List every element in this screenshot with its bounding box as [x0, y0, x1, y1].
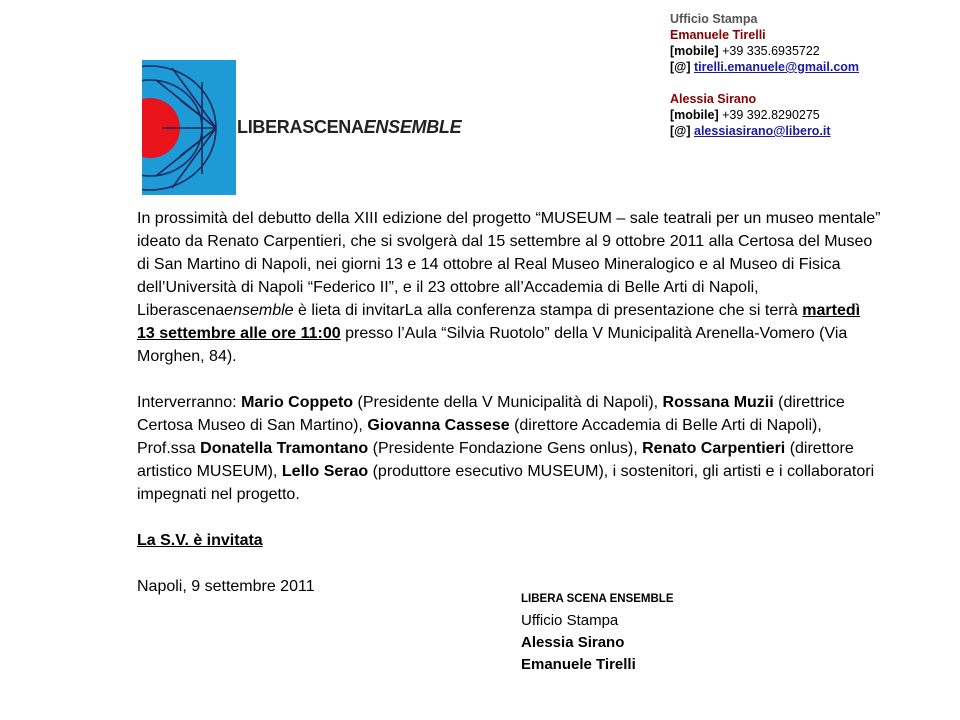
contact-email-sirano: [670, 123, 859, 139]
contact-name-tirelli: Emanuele Tirelli: [670, 28, 766, 42]
signature-block: [521, 592, 674, 676]
signature-org: LIBERA SCENA ENSEMBLE: [521, 593, 674, 605]
logo-wordmark: LIBERASCENAENSEMBLE: [237, 117, 462, 137]
mobile-number: +39 392.8290275: [722, 108, 820, 122]
paragraph-announcement: In prossimità del debutto della XIII edizione del progetto “MUSEUM – sale teatrali per un museo mentale” ideato da Renato Carpentieri, che si svolgerà dal 15 settembre al 9 ottobre 2011 alla Certosa del Museo di San Martino di Napoli, nei giorni 13 e 14 ottobre al Real Museo Mineralogico e al Museo di Fisica dell’Università di Napoli “Federico II”, e il 23 ottobre all’Accademia di Belle Arti di Napoli, Liberascenaensemble è lieta di invitarLa alla conferenza stampa di presentazione che si terrà martedì 13 settembre alle ore 11:00 presso l’Aula “Silvia Ruotolo” della V Municipalità Arenella-Vomero (Via Morghen, 84).: [137, 210, 881, 365]
email-label: [@]: [670, 60, 691, 74]
conference-datetime: martedì 13 settembre alle ore 11:00: [137, 302, 861, 342]
mobile-label: [mobile]: [670, 44, 719, 58]
contact-name-sirano: Alessia Sirano: [670, 92, 757, 106]
signature-name-sirano: Alessia Sirano: [521, 634, 625, 651]
paragraph-speakers: Interverranno: Mario Coppeto (Presidente della V Municipalità di Napoli), Rossana Muzii (direttrice Certosa Museo di San Martino), Giovanna Cassese (direttore Accademia di Belle Arti di Napoli), Prof.ssa Donatella Tramontano (Presidente Fondazione Gens onlus), Renato Carpentieri (direttore artistico MUSEUM), Lello Serao (produttore esecutivo MUSEUM), i sostenitori, gli artisti e i collaboratori impegnati nel progetto.: [137, 394, 875, 503]
press-office-contacts: [670, 11, 859, 139]
contact-mobile-sirano: [670, 107, 859, 123]
email-link-tirelli[interactable]: tirelli.emanuele@gmail.com: [694, 60, 860, 74]
contact-email-tirelli: [670, 59, 859, 75]
contact-mobile-tirelli: [670, 43, 859, 59]
liberascena-logo-icon: [142, 60, 236, 195]
invitation-letter: [137, 207, 882, 598]
email-label: [@]: [670, 124, 691, 138]
email-link-sirano[interactable]: alessiasirano@libero.it: [694, 124, 831, 138]
invitation-line: La S.V. è invitata: [137, 532, 263, 549]
signature-office: Ufficio Stampa: [521, 612, 619, 629]
signature-name-tirelli: Emanuele Tirelli: [521, 656, 636, 673]
mobile-number: +39 335.6935722: [722, 44, 820, 58]
mobile-label: [mobile]: [670, 108, 719, 122]
letter-date: Napoli, 9 settembre 2011: [137, 578, 315, 595]
press-office-heading: Ufficio Stampa: [670, 12, 758, 26]
